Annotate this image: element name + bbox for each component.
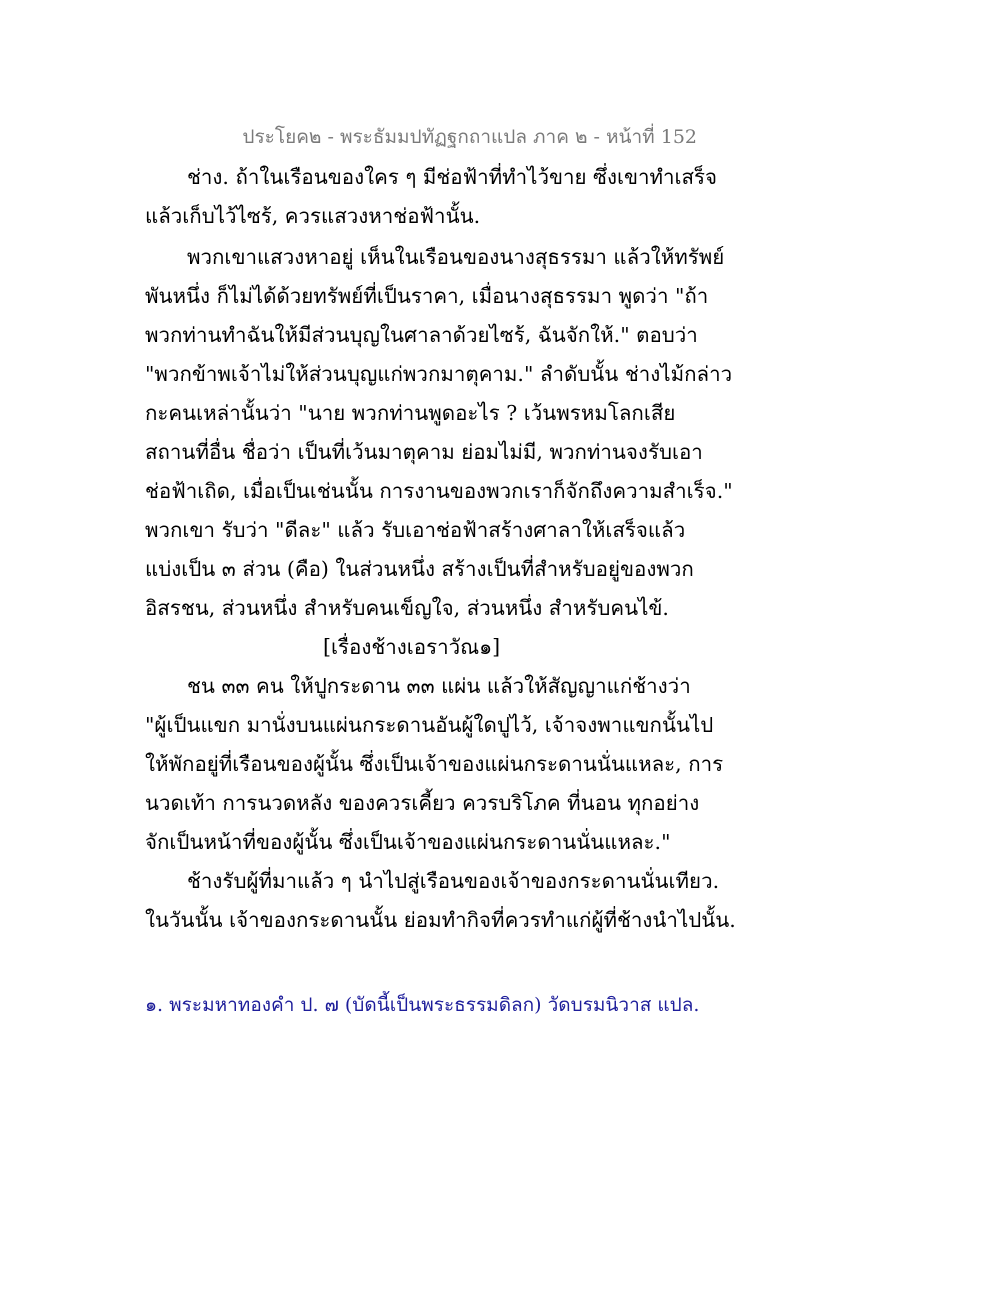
text-line: แบ่งเป็น ๓ ส่วน (คือ) ในส่วนหนึ่ง สร้างเป็นที่สำหรับอยู่ของพวก	[145, 557, 694, 581]
text-line: สถานที่อื่น ชื่อว่า เป็นที่เว้นมาตุคาม ย่อมไม่มี, พวกท่านจงรับเอา	[145, 440, 703, 464]
text-line: พันหนึ่ง ก็ไม่ได้ด้วยทรัพย์ที่เป็นราคา, เมื่อนางสุธรรมา พูดว่า "ถ้า	[145, 284, 709, 308]
text-line: นวดเท้า การนวดหลัง ของควรเคี้ยว ควรบริโภค ที่นอน ทุกอย่าง	[145, 791, 700, 815]
text-line: กะคนเหล่านั้นว่า "นาย พวกท่านพูดอะไร ? เว้นพรหมโลกเสีย	[145, 401, 676, 425]
text-line: "ผู้เป็นแขก มานั่งบนแผ่นกระดานอันผู้ใดปูไว้, เจ้าจงพาแขกนั้นไป	[145, 713, 714, 737]
text-line: ช่อฟ้าเถิด, เมื่อเป็นเช่นนั้น การงานของพวกเราก็จักถึงความสำเร็จ."	[145, 479, 733, 503]
paragraph-start: ช้างรับผู้ที่มาแล้ว ๆ นำไปสู่เรือนของเจ้าของกระดานนั่นเทียว.	[187, 869, 720, 893]
text-line: พวกท่านทำฉันให้มีส่วนบุญในศาลาด้วยไซร้, ฉันจักให้." ตอบว่า	[145, 323, 698, 347]
text-line: พวกเขา รับว่า "ดีละ" แล้ว รับเอาช่อฟ้าสร้างศาลาให้เสร็จแล้ว	[145, 518, 686, 542]
text-line: อิสรชน, ส่วนหนึ่ง สำหรับคนเข็ญใจ, ส่วนหนึ่ง สำหรับคนไข้.	[145, 596, 669, 620]
section-heading: [เรื่องช้างเอราวัณ๑]	[323, 635, 501, 659]
footnote: ๑. พระมหาทองคำ ป. ๗ (บัดนี้เป็นพระธรรมดิลก) วัดบรมนิวาส แปล.	[145, 994, 700, 1016]
text-line: ในวันนั้น เจ้าของกระดานนั้น ย่อมทำกิจที่ควรทำแก่ผู้ที่ช้างนำไปนั้น.	[145, 908, 736, 932]
paragraph-start: พวกเขาแสวงหาอยู่ เห็นในเรือนของนางสุธรรมา แล้วให้ทรัพย์	[187, 245, 725, 269]
body-text	[145, 158, 736, 940]
text-line: แล้วเก็บไว้ไซร้, ควรแสวงหาช่อฟ้านั้น.	[145, 204, 481, 228]
paragraph-start: ชน ๓๓ คน ให้ปูกระดาน ๓๓ แผ่น แล้วให้สัญญาแก่ช้างว่า	[187, 674, 691, 698]
text-line: "พวกข้าพเจ้าไม่ให้ส่วนบุญแก่พวกมาตุคาม." ลำดับนั้น ช่างไม้กล่าว	[145, 362, 733, 386]
text-line: ให้พักอยู่ที่เรือนของผู้นั้น ซึ่งเป็นเจ้าของแผ่นกระดานนั่นแหละ, การ	[145, 752, 724, 776]
page-header: ประโยค๒ - พระธัมมปทัฏฐกถาแปล ภาค ๒ - หน้าที่ 152	[242, 126, 697, 148]
text-line: ช่าง. ถ้าในเรือนของใคร ๆ มีช่อฟ้าที่ทำไว้ขาย ซึ่งเขาทำเสร็จ	[187, 165, 718, 189]
text-line: จักเป็นหน้าที่ของผู้นั้น ซึ่งเป็นเจ้าของแผ่นกระดานนั่นแหละ."	[145, 830, 671, 854]
